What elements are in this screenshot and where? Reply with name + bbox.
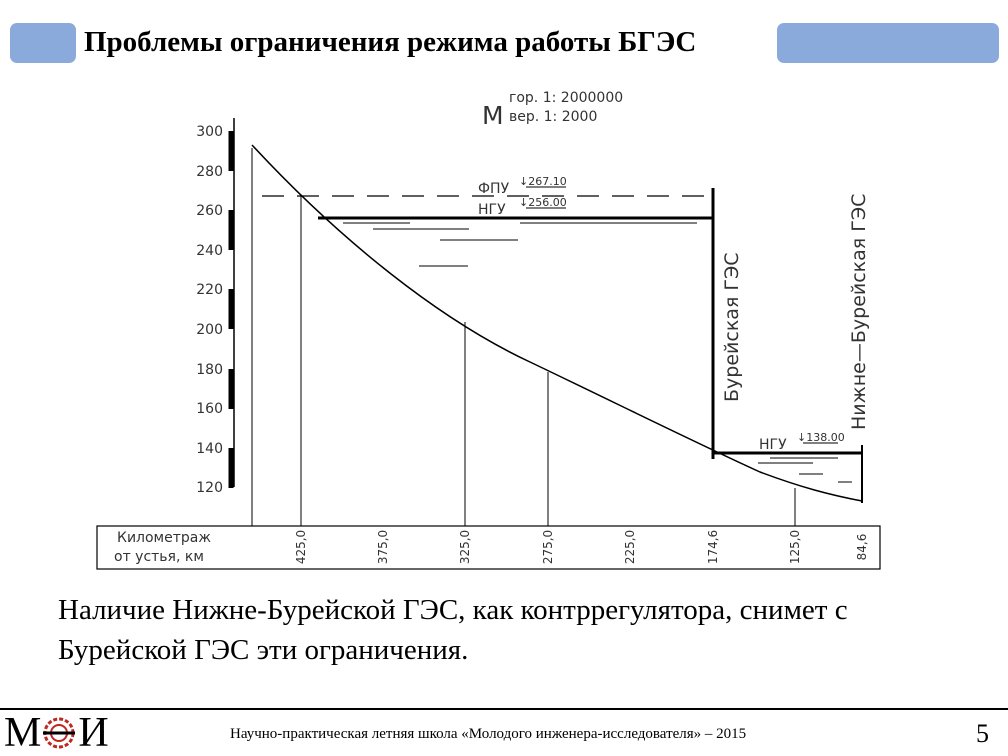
- x-axis-label-line1: Километраж: [117, 530, 211, 546]
- y-tick-label: 240: [196, 243, 223, 259]
- footer-divider: [0, 708, 1008, 710]
- x-tick-label: 125,0: [788, 529, 802, 565]
- y-tick-label: 140: [196, 441, 223, 457]
- dam2-label: Нижне—Бурейская ГЭС: [848, 193, 870, 430]
- footer-text: Научно-практическая летняя школа «Молодого инженера-исследователя» – 2015: [230, 726, 747, 742]
- scale-horizontal: гор. 1: 2000000: [509, 90, 624, 106]
- slide-caption: [58, 590, 978, 670]
- y-tick-label: 180: [196, 362, 223, 378]
- x-tick-label: 84,6: [855, 533, 869, 561]
- x-tick-label: 325,0: [458, 529, 472, 565]
- x-axis-label-line2: от устья, км: [114, 549, 204, 565]
- page-number: 5: [976, 719, 989, 748]
- km-table: [97, 526, 880, 569]
- scale-symbol: М: [482, 101, 504, 130]
- logo-emblem-icon: [41, 715, 77, 751]
- lower-water-hatching: [758, 458, 852, 482]
- lower-ngu-value: ↓138.00: [797, 431, 845, 444]
- water-hatching: [343, 223, 697, 266]
- mei-logo: [4, 710, 108, 756]
- y-tick-label: 280: [196, 164, 223, 180]
- ngu-value: ↓256.00: [519, 196, 567, 209]
- y-tick-label: 200: [196, 322, 223, 338]
- y-tick-label: 300: [196, 124, 223, 140]
- caption-line-2: Бурейской ГЭС эти ограничения.: [58, 634, 469, 666]
- scale-vertical: вер. 1: 2000: [509, 109, 598, 125]
- x-tick-labels: [294, 530, 869, 564]
- y-tick-label: 260: [196, 203, 223, 219]
- y-tick-label: 120: [196, 480, 223, 496]
- y-tick-label: 160: [196, 401, 223, 417]
- x-tick-label: 174,6: [706, 529, 720, 565]
- x-tick-label: 425,0: [294, 529, 308, 565]
- caption-line-1: Наличие Нижне-Бурейской ГЭС, как контррегулятора, снимет с: [58, 594, 848, 626]
- x-tick-label: 275,0: [541, 529, 555, 565]
- logo-letter-i: И: [78, 710, 108, 756]
- slide-title: Проблемы ограничения режима работы БГЭС: [84, 26, 697, 58]
- lower-ngu-label: НГУ: [759, 437, 787, 453]
- logo-letter-m: М: [4, 710, 41, 756]
- fpu-label: ФПУ: [478, 181, 510, 197]
- x-tick-label: 225,0: [623, 529, 637, 565]
- y-tick-labels: [196, 124, 223, 496]
- fpu-value: ↓267.10: [519, 175, 567, 188]
- dam1-label: Бурейская ГЭС: [721, 252, 743, 402]
- y-tick-label: 220: [196, 282, 223, 298]
- x-tick-label: 375,0: [376, 529, 390, 565]
- ngu-label: НГУ: [478, 202, 506, 218]
